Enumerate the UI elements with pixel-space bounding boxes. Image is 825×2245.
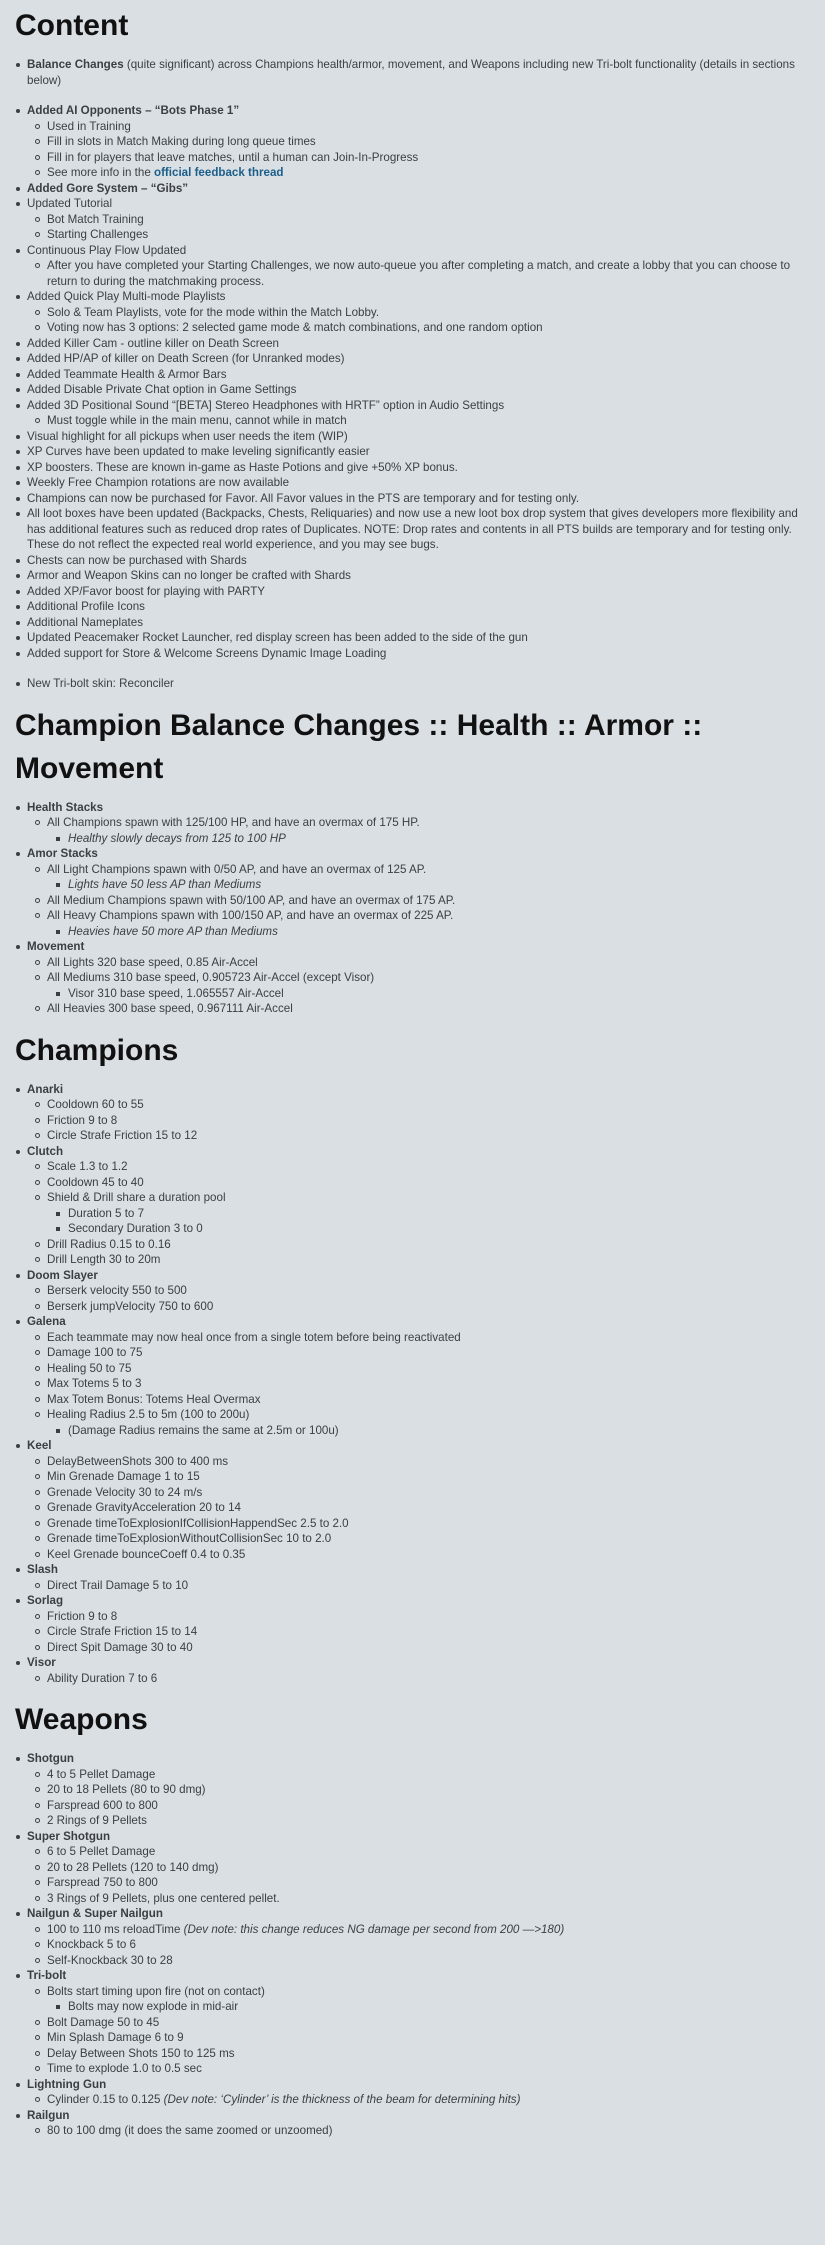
list-item: Weekly Free Champion rotations are now available: [15, 475, 810, 491]
list-item: After you have completed your Starting Challenges, we now auto-queue you after completing a match, and create a lobby that you can choose to return to during the matchmaking process.: [27, 258, 810, 289]
list-item: Cooldown 45 to 40: [27, 1175, 810, 1191]
list-item: Healthy slowly decays from 125 to 100 HP: [47, 831, 810, 847]
list-item: Additional Profile Icons: [15, 599, 810, 615]
list-item: Berserk jumpVelocity 750 to 600: [27, 1299, 810, 1315]
list-item: All Mediums 310 base speed, 0.905723 Air-Accel (except Visor) Visor 310 base speed, 1.065557 Air-Accel: [27, 970, 810, 1001]
list-item: All Champions spawn with 125/100 HP, and have an overmax of 175 HP. Healthy slowly decays from 125 to 100 HP: [27, 815, 810, 846]
list-item: Friction 9 to 8: [27, 1113, 810, 1129]
list-item: All Heavy Champions spawn with 100/150 AP, and have an overmax of 225 AP. Heavies have 50 more AP than Mediums: [27, 908, 810, 939]
list-item: All Heavies 300 base speed, 0.967111 Air-Accel: [27, 1001, 810, 1017]
list-item: Amor Stacks All Light Champions spawn with 0/50 AP, and have an overmax of 125 AP. Lights have 50 less AP than Mediums All Medium Champions spawn with 50/100 AP, and have an overmax of 175 AP. All Heavy Champions spawn with 100/150 AP, and have an overmax of 225 AP. Heavies have 50 more AP than Mediums: [15, 846, 810, 939]
list-item: Min Splash Damage 6 to 9: [27, 2030, 810, 2046]
list-item: All loot boxes have been updated (Backpacks, Chests, Reliquaries) and now use a new loot box drop system that gives developers more flexibility and has additional features such as reduced drop rates of Duplicates. NOTE: Drop rates and contents in all PTS builds are temporary and for testing only. These do not reflect the expected real world experience, and you may see bugs.: [15, 506, 810, 553]
list-item: Visor 310 base speed, 1.065557 Air-Accel: [47, 986, 810, 1002]
list-item: Damage 100 to 75: [27, 1345, 810, 1361]
list-item: Scale 1.3 to 1.2: [27, 1159, 810, 1175]
list-item: Keel Grenade bounceCoeff 0.4 to 0.35: [27, 1547, 810, 1563]
list-item: Health Stacks All Champions spawn with 125/100 HP, and have an overmax of 175 HP. Healthy slowly decays from 125 to 100 HP: [15, 800, 810, 847]
list-item: Fill in for players that leave matches, until a human can Join-In-Progress: [27, 150, 810, 166]
list-item: Super Shotgun 6 to 5 Pellet Damage 20 to 28 Pellets (120 to 140 dmg) Farspread 750 to 800 3 Rings of 9 Pellets, plus one centered pellet.: [15, 1829, 810, 1907]
list-item: 100 to 110 ms reloadTime (Dev note: this change reduces NG damage per second from 200 —>180): [27, 1922, 810, 1938]
list-item: Railgun 80 to 100 dmg (it does the same zoomed or unzoomed): [15, 2108, 810, 2139]
list-item: Heavies have 50 more AP than Mediums: [47, 924, 810, 940]
list-item: Visual highlight for all pickups when user needs the item (WIP): [15, 429, 810, 445]
list-item: Time to explode 1.0 to 0.5 sec: [27, 2061, 810, 2077]
list-item: Movement All Lights 320 base speed, 0.85 Air-Accel All Mediums 310 base speed, 0.905723 Air-Accel (except Visor) Visor 310 base speed, 1.065557 Air-Accel All Heavies 300 base speed, 0.967111 Air-Accel: [15, 939, 810, 1017]
list-item: Keel DelayBetweenShots 300 to 400 ms Min Grenade Damage 1 to 15 Grenade Velocity 30 to 24 m/s Grenade GravityAcceleration 20 to 14 Grenade timeToExplosionIfCollisionHappendSec 2.5 to 2.0 Grenade timeToExplosionWithoutCollisionSec 10 to 2.0 Keel Grenade bounceCoeff 0.4 to 0.35: [15, 1438, 810, 1562]
list-item: Updated Peacemaker Rocket Launcher, red display screen has been added to the side of the gun: [15, 630, 810, 646]
list-item: 3 Rings of 9 Pellets, plus one centered pellet.: [27, 1891, 810, 1907]
list-item: DelayBetweenShots 300 to 400 ms: [27, 1454, 810, 1470]
list-item: Updated Tutorial Bot Match Training Starting Challenges: [15, 196, 810, 243]
list-item: Healing 50 to 75: [27, 1361, 810, 1377]
list-item: Grenade timeToExplosionWithoutCollisionSec 10 to 2.0: [27, 1531, 810, 1547]
list-item: Direct Trail Damage 5 to 10: [27, 1578, 810, 1594]
list-item: Drill Length 30 to 20m: [27, 1252, 810, 1268]
list-item: Fill in slots in Match Making during long queue times: [27, 134, 810, 150]
list-item: Used in Training: [27, 119, 810, 135]
list-item: Berserk velocity 550 to 500: [27, 1283, 810, 1299]
list-item: Ability Duration 7 to 6: [27, 1671, 810, 1687]
list-item: All Lights 320 base speed, 0.85 Air-Accel: [27, 955, 810, 971]
list-item: Continuous Play Flow Updated After you have completed your Starting Challenges, we now auto-queue you after completing a match, and create a lobby that you can choose to return to during the matchmaking process.: [15, 243, 810, 290]
list-item: New Tri-bolt skin: Reconciler: [15, 676, 810, 692]
list-item: Farspread 750 to 800: [27, 1875, 810, 1891]
list-item: Champions can now be purchased for Favor. All Favor values in the PTS are temporary and for testing only.: [15, 491, 810, 507]
list-item: 2 Rings of 9 Pellets: [27, 1813, 810, 1829]
list-item: Added support for Store & Welcome Screens Dynamic Image Loading: [15, 646, 810, 662]
list-item: Bot Match Training: [27, 212, 810, 228]
list-item: Grenade Velocity 30 to 24 m/s: [27, 1485, 810, 1501]
list-item: Secondary Duration 3 to 0: [47, 1221, 810, 1237]
list-item: Circle Strafe Friction 15 to 12: [27, 1128, 810, 1144]
list-item: Delay Between Shots 150 to 125 ms: [27, 2046, 810, 2062]
list-item: Added Gore System – “Gibs”: [15, 181, 810, 197]
list-item: 4 to 5 Pellet Damage: [27, 1767, 810, 1783]
list-item: Lightning Gun Cylinder 0.15 to 0.125 (Dev note: ‘Cylinder’ is the thickness of the beam for determining hits): [15, 2077, 810, 2108]
list-item: Duration 5 to 7: [47, 1206, 810, 1222]
list-item: Max Totem Bonus: Totems Heal Overmax: [27, 1392, 810, 1408]
list-item: Anarki Cooldown 60 to 55 Friction 9 to 8 Circle Strafe Friction 15 to 12: [15, 1082, 810, 1144]
list-item: Starting Challenges: [27, 227, 810, 243]
balance-list: [15, 800, 810, 1017]
list-item: Added 3D Positional Sound “[BETA] Stereo Headphones with HRTF” option in Audio Settings Must toggle while in the main menu, cannot while in match: [15, 398, 810, 429]
list-item: 20 to 28 Pellets (120 to 140 dmg): [27, 1860, 810, 1876]
list-item: Cooldown 60 to 55: [27, 1097, 810, 1113]
list-item: Added Quick Play Multi-mode Playlists Solo & Team Playlists, vote for the mode within the Match Lobby. Voting now has 3 options: 2 selected game mode & match combinations, and one random option: [15, 289, 810, 336]
list-item: Bolts start timing upon fire (not on contact) Bolts may now explode in mid-air: [27, 1984, 810, 2015]
list-item: Must toggle while in the main menu, cannot while in match: [27, 413, 810, 429]
content-list: [15, 57, 810, 692]
list-item: Healing Radius 2.5 to 5m (100 to 200u) (Damage Radius remains the same at 2.5m or 100u): [27, 1407, 810, 1438]
list-item: Self-Knockback 30 to 28: [27, 1953, 810, 1969]
feedback-thread-link[interactable]: official feedback thread: [153, 166, 284, 179]
list-item: Added Teammate Health & Armor Bars: [15, 367, 810, 383]
list-item: Bolts may now explode in mid-air: [47, 1999, 810, 2015]
list-item: Added HP/AP of killer on Death Screen (for Unranked modes): [15, 351, 810, 367]
weapons-heading: Weapons: [15, 1703, 148, 1736]
list-item: Max Totems 5 to 3: [27, 1376, 810, 1392]
list-item: Farspread 600 to 800: [27, 1798, 810, 1814]
champions-list: [15, 1082, 810, 1687]
list-item: Visor Ability Duration 7 to 6: [15, 1655, 810, 1686]
content-heading: Content: [15, 9, 129, 42]
list-item: Friction 9 to 8: [27, 1609, 810, 1625]
list-item: Circle Strafe Friction 15 to 14: [27, 1624, 810, 1640]
list-item: Clutch Scale 1.3 to 1.2 Cooldown 45 to 40 Shield & Drill share a duration pool Duration 5 to 7 Secondary Duration 3 to 0 Drill Radius 0.15 to 0.16 Drill Length 30 to 20m: [15, 1144, 810, 1268]
list-item: Nailgun & Super Nailgun 100 to 110 ms reloadTime (Dev note: this change reduces NG damage per second from 200 —>180) Knockback 5 to 6 Self-Knockback 30 to 28: [15, 1906, 810, 1968]
champions-heading: Champions: [15, 1033, 179, 1067]
list-item: Balance Changes (quite significant) across Champions health/armor, movement, and Weapons including new Tri-bolt functionality (details in sections below): [15, 57, 810, 88]
list-item: Chests can now be purchased with Shards: [15, 553, 810, 569]
list-item: Added Disable Private Chat option in Game Settings: [15, 382, 810, 398]
list-item: Added AI Opponents – “Bots Phase 1” Used in Training Fill in slots in Match Making during long queue times Fill in for players that leave matches, until a human can Join-In-Progress See more info in the official feedback thread: [15, 103, 810, 181]
list-item: Armor and Weapon Skins can no longer be crafted with Shards: [15, 568, 810, 584]
list-item: XP Curves have been updated to make leveling significantly easier: [15, 444, 810, 460]
list-item: Doom Slayer Berserk velocity 550 to 500 Berserk jumpVelocity 750 to 600: [15, 1268, 810, 1315]
list-item: All Light Champions spawn with 0/50 AP, and have an overmax of 125 AP. Lights have 50 less AP than Mediums: [27, 862, 810, 893]
list-item: Tri-bolt Bolts start timing upon fire (not on contact) Bolts may now explode in mid-air Bolt Damage 50 to 45 Min Splash Damage 6 to 9 Delay Between Shots 150 to 125 ms Time to explode 1.0 to 0.5 sec: [15, 1968, 810, 2077]
list-item: Min Grenade Damage 1 to 15: [27, 1469, 810, 1485]
list-item: Sorlag Friction 9 to 8 Circle Strafe Friction 15 to 14 Direct Spit Damage 30 to 40: [15, 1593, 810, 1655]
list-item: Added Killer Cam - outline killer on Death Screen: [15, 336, 810, 352]
list-item: Solo & Team Playlists, vote for the mode within the Match Lobby.: [27, 305, 810, 321]
list-item: Galena Each teammate may now heal once from a single totem before being reactivated Damage 100 to 75 Healing 50 to 75 Max Totems 5 to 3 Max Totem Bonus: Totems Heal Overmax Healing Radius 2.5 to 5m (100 to 200u) (Damage Radius remains the same at 2.5m or 100u): [15, 1314, 810, 1438]
list-item: All Medium Champions spawn with 50/100 AP, and have an overmax of 175 AP.: [27, 893, 810, 909]
list-item: See more info in the official feedback thread: [27, 165, 810, 181]
list-item: 6 to 5 Pellet Damage: [27, 1844, 810, 1860]
list-item: Additional Nameplates: [15, 615, 810, 631]
list-item: Cylinder 0.15 to 0.125 (Dev note: ‘Cylinder’ is the thickness of the beam for determining hits): [27, 2092, 810, 2108]
list-item: Lights have 50 less AP than Mediums: [47, 877, 810, 893]
weapons-list: [15, 1751, 810, 2139]
list-item: Shotgun 4 to 5 Pellet Damage 20 to 18 Pellets (80 to 90 dmg) Farspread 600 to 800 2 Rings of 9 Pellets: [15, 1751, 810, 1829]
list-item: Slash Direct Trail Damage 5 to 10: [15, 1562, 810, 1593]
list-item: Added XP/Favor boost for playing with PARTY: [15, 584, 810, 600]
list-item: (Damage Radius remains the same at 2.5m or 100u): [47, 1423, 810, 1439]
list-item: Knockback 5 to 6: [27, 1937, 810, 1953]
list-item: Direct Spit Damage 30 to 40: [27, 1640, 810, 1656]
list-item: Shield & Drill share a duration pool Duration 5 to 7 Secondary Duration 3 to 0: [27, 1190, 810, 1237]
list-item: Bolt Damage 50 to 45: [27, 2015, 810, 2031]
list-item: XP boosters. These are known in-game as Haste Potions and give +50% XP bonus.: [15, 460, 810, 476]
list-item: 20 to 18 Pellets (80 to 90 dmg): [27, 1782, 810, 1798]
list-item: Each teammate may now heal once from a single totem before being reactivated: [27, 1330, 810, 1346]
list-item: Grenade timeToExplosionIfCollisionHappendSec 2.5 to 2.0: [27, 1516, 810, 1532]
list-item: 80 to 100 dmg (it does the same zoomed or unzoomed): [27, 2123, 810, 2139]
list-item: Voting now has 3 options: 2 selected game mode & match combinations, and one random option: [27, 320, 810, 336]
list-item: Drill Radius 0.15 to 0.16: [27, 1237, 810, 1253]
balance-heading: Champion Balance Changes :: Health :: Armor :: Movement: [15, 708, 703, 785]
list-item: Grenade GravityAcceleration 20 to 14: [27, 1500, 810, 1516]
